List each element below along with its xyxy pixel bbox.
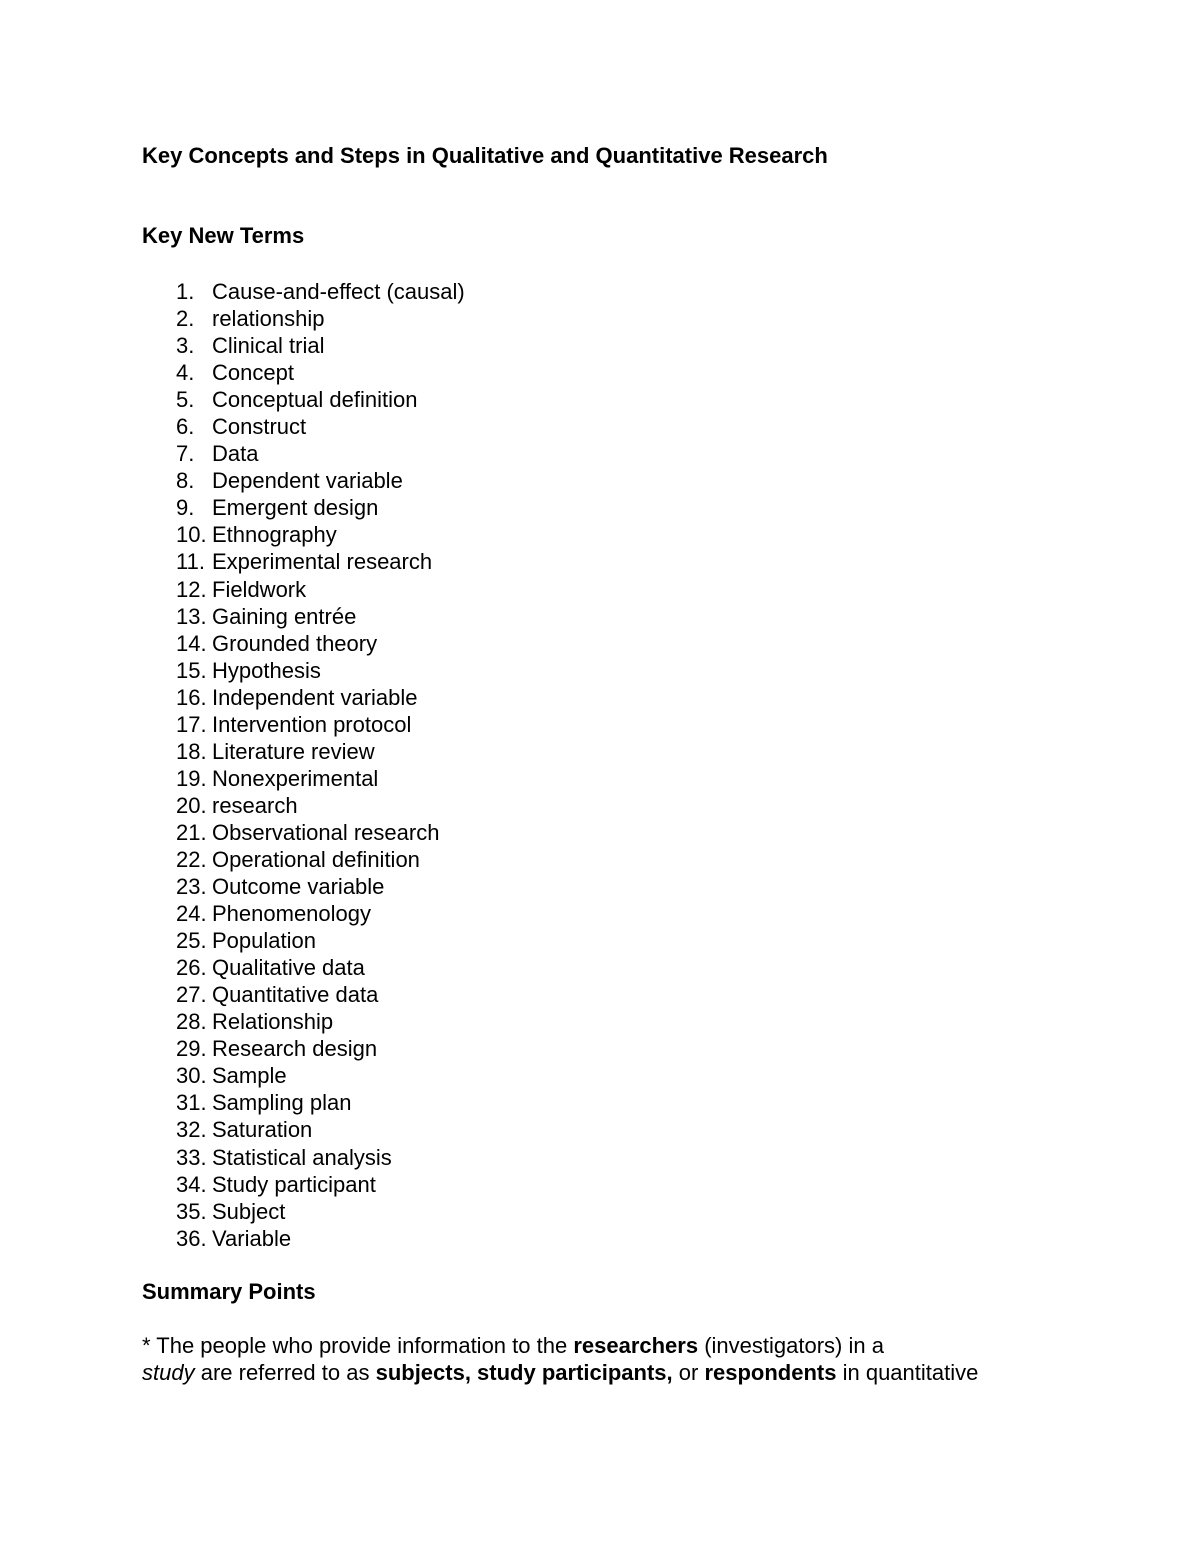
- bold-term: researchers: [573, 1333, 699, 1358]
- term-number: 35.: [176, 1198, 207, 1224]
- bold-term: respondents: [704, 1360, 837, 1385]
- document-title: Key Concepts and Steps in Qualitative and Quantitative Research: [142, 143, 828, 168]
- term-number: 5.: [176, 387, 195, 413]
- term-list-item: [142, 1008, 465, 1035]
- term-number: 12.: [176, 576, 207, 602]
- term-list-item: [142, 792, 465, 819]
- term-number: 1.: [176, 279, 195, 304]
- term-list-item: [142, 603, 465, 630]
- term-label: Study participant: [212, 1171, 376, 1197]
- summary-text: are referred to as: [194, 1360, 376, 1385]
- term-label: Qualitative data: [212, 955, 365, 981]
- term-number: 26.: [176, 955, 207, 981]
- summary-line: [142, 1332, 1142, 1359]
- term-number: 14.: [176, 630, 207, 656]
- term-label: Ethnography: [212, 522, 337, 548]
- term-list-item: [142, 630, 465, 657]
- summary-text: or: [672, 1360, 705, 1385]
- term-label: Intervention protocol: [212, 711, 412, 737]
- term-number: 24.: [176, 901, 207, 927]
- term-list-item: [142, 846, 465, 873]
- term-number: 16.: [176, 684, 207, 710]
- term-list-item: [142, 954, 465, 981]
- term-number: 33.: [176, 1144, 207, 1170]
- term-list-item: [142, 1198, 465, 1225]
- term-number: 13.: [176, 603, 207, 629]
- term-list-item: [142, 576, 465, 603]
- term-label: Population: [212, 928, 316, 954]
- term-number: 31.: [176, 1090, 207, 1116]
- term-list-item: [142, 494, 465, 521]
- term-list-item: [142, 684, 465, 711]
- term-list-item: [142, 1171, 465, 1198]
- term-label: Dependent variable: [212, 468, 403, 494]
- term-label: Independent variable: [212, 684, 418, 710]
- term-number: 2.: [176, 306, 195, 332]
- term-number: 8.: [176, 468, 195, 494]
- term-number: 20.: [176, 792, 207, 818]
- term-label: Conceptual definition: [212, 387, 418, 413]
- term-label: Quantitative data: [212, 982, 379, 1008]
- italic-term: study: [142, 1360, 195, 1385]
- term-number: 27.: [176, 982, 207, 1008]
- term-number: 9.: [176, 495, 195, 521]
- term-list-item: [142, 278, 465, 305]
- term-number: 28.: [176, 1009, 207, 1035]
- term-number: 17.: [176, 711, 207, 737]
- summary-text: in quantitative: [836, 1360, 979, 1385]
- term-label: Saturation: [212, 1117, 313, 1143]
- term-label: Literature review: [212, 738, 375, 764]
- term-label: Subject: [212, 1198, 286, 1224]
- term-list-item: [142, 521, 465, 548]
- term-list-item: [142, 440, 465, 467]
- term-label: Cause-and-effect (causal): [212, 279, 465, 304]
- term-number: 32.: [176, 1117, 207, 1143]
- term-label: Data: [212, 441, 259, 467]
- term-label: Outcome variable: [212, 874, 385, 900]
- term-label: Nonexperimental: [212, 765, 379, 791]
- term-number: 18.: [176, 738, 207, 764]
- term-number: 3.: [176, 333, 195, 359]
- term-number: 7.: [176, 441, 195, 467]
- term-list-item: [142, 900, 465, 927]
- term-number: 22.: [176, 846, 207, 872]
- term-number: 25.: [176, 928, 207, 954]
- term-list-item: [142, 1225, 465, 1252]
- term-label: Variable: [212, 1225, 292, 1251]
- term-list-item: [142, 467, 465, 494]
- term-label: Operational definition: [212, 846, 420, 872]
- term-list-item: [142, 873, 465, 900]
- term-label: Research design: [212, 1036, 378, 1062]
- key-terms-list: [142, 278, 465, 1252]
- term-number: 11.: [176, 549, 205, 575]
- term-list-item: [142, 711, 465, 738]
- term-list-item: [142, 1035, 465, 1062]
- term-number: 30.: [176, 1063, 207, 1089]
- term-label: Clinical trial: [212, 333, 325, 359]
- term-label: Grounded theory: [212, 630, 378, 656]
- term-label: Observational research: [212, 819, 440, 845]
- term-list-item: [142, 927, 465, 954]
- term-list-item: [142, 1116, 465, 1143]
- bold-term: subjects, study participants,: [375, 1360, 673, 1385]
- summary-text: (investigators) in a: [698, 1333, 884, 1358]
- term-number: 34.: [176, 1171, 207, 1197]
- summary-heading: Summary Points: [142, 1279, 316, 1304]
- term-number: 10.: [176, 522, 207, 548]
- term-label: Relationship: [212, 1009, 334, 1035]
- term-list-item: [142, 548, 465, 575]
- term-list-item: [142, 981, 465, 1008]
- term-label: Concept: [212, 360, 294, 386]
- term-label: research: [212, 792, 298, 818]
- term-label: Gaining entrée: [212, 603, 357, 629]
- term-list-item: [142, 332, 465, 359]
- term-list-item: [142, 1144, 465, 1171]
- term-label: relationship: [212, 306, 325, 332]
- term-label: Experimental research: [212, 549, 433, 575]
- term-number: 19.: [176, 765, 207, 791]
- term-list-item: [142, 359, 465, 386]
- term-number: 29.: [176, 1036, 207, 1062]
- term-list-item: [142, 657, 465, 684]
- term-number: 6.: [176, 414, 195, 440]
- term-list-item: [142, 765, 465, 792]
- key-terms-heading: Key New Terms: [142, 223, 305, 248]
- term-list-item: [142, 305, 465, 332]
- term-list-item: [142, 1062, 465, 1089]
- term-list-item: [142, 738, 465, 765]
- term-number: 36.: [176, 1225, 207, 1251]
- term-label: Statistical analysis: [212, 1144, 392, 1170]
- term-label: Sampling plan: [212, 1090, 352, 1116]
- term-list-item: [142, 413, 465, 440]
- term-label: Phenomenology: [212, 901, 372, 927]
- term-list-item: [142, 1089, 465, 1116]
- term-label: Emergent design: [212, 495, 379, 521]
- term-number: 23.: [176, 874, 207, 900]
- term-label: Construct: [212, 414, 307, 440]
- term-list-item: [142, 819, 465, 846]
- term-label: Sample: [212, 1063, 287, 1089]
- term-label: Hypothesis: [212, 657, 321, 683]
- term-number: 4.: [176, 360, 195, 386]
- term-number: 21.: [176, 819, 207, 845]
- summary-paragraph: [142, 1332, 1142, 1386]
- summary-text: * The people who provide information to the: [142, 1333, 574, 1358]
- summary-line: [142, 1359, 1142, 1386]
- term-number: 15.: [176, 657, 207, 683]
- term-label: Fieldwork: [212, 576, 307, 602]
- term-list-item: [142, 386, 465, 413]
